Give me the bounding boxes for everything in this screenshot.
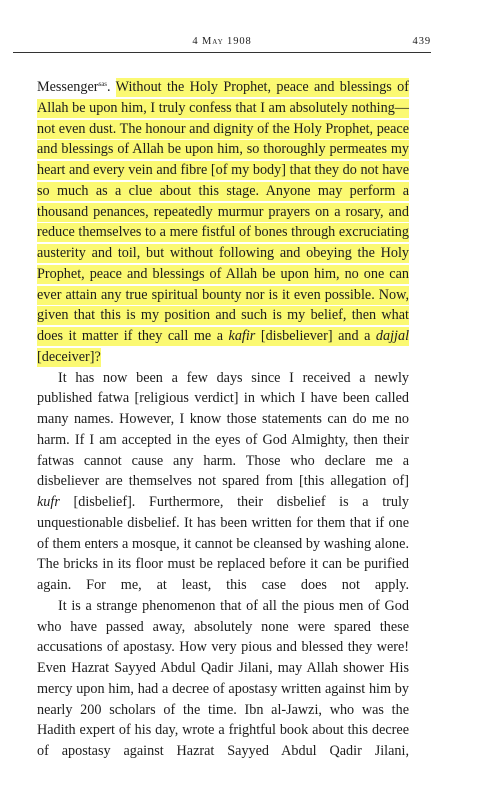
highlighted-text-mid: [disbeliever] and a [260, 328, 371, 344]
highlighted-text: Without the Holy Prophet, peace and blessings of Allah be upon him, I truly confess that I am absolutely nothing—not even dust. The honour and dignity of the Holy Prophet, peace and blessings of Allah be upon him, so thoroughly permeates my heart and every vein and fibre [of my body] that they do not have so much as a clue about this stage. Anyone may perform a thousand penances, repeatedly murmur prayers on a rosary, and reduce themselves to a mere fistful of bones through excruciating austerity and toil, but without following and obeying the Holy Prophet, peace and blessings of Allah be upon him, no one can ever attain any true spiritual bounty nor is it even possible. Now, given that this is my position and such is my belief, then what does it matter if they call me a [37, 79, 409, 344]
honorific-superscript: sas [98, 80, 108, 88]
page-header [13, 36, 431, 52]
running-head: 4 May 1908 [192, 36, 252, 47]
term-kufr: kufr [37, 494, 60, 510]
highlighted-text-end: [deceiver]? [37, 348, 101, 365]
highlighted-passage [37, 78, 409, 367]
paragraph-2-text-b: [disbelief]. Furthermore, their disbelief is a truly unquestionable disbelief. It has been written for them that if one of them enters a mosque, it cannot be cleansed by washing alone. The bricks in its floor must be replaced before it can be purified again. For me, at least, this case does not apply. [37, 494, 409, 593]
body-text [37, 77, 409, 762]
paragraph-2-text-a: It has now been a few days since I received a newly published fatwa [religious verdict] in which I have been called many names. However, I know those statements can do me no harm. If I am accepted in the eyes of God Almighty, then their fatwas cannot cause any harm. Those who declare me a disbeliever are themselves not spared from [this allegation of] [37, 369, 409, 490]
paragraph-2 [37, 368, 409, 596]
paragraph-1-lead-tail: . [107, 79, 111, 95]
term-dajjal: dajjal [375, 328, 410, 344]
paragraph-1 [37, 77, 409, 368]
page-number: 439 [412, 36, 431, 47]
paragraph-1-lead: Messenger [37, 79, 99, 95]
paragraph-3: It is a strange phenomenon that of all the pious men of God who have passed away, absolutely none were spared these accusations of apostasy. How very pious and blessed they were! Even Hazrat Sayyed Abdul Qadir Jilani, may Allah shower His mercy upon him, had a decree of apostasy written against him by nearly 200 scholars of the time. Ibn al-Jawzi, who was the Hadith expert of his day, wrote a frightful book about this decree of apostasy against Hazrat Sayyed Abdul Qadir Jilani, [37, 597, 409, 759]
term-kafir: kafir [228, 328, 256, 344]
header-rule [13, 52, 431, 53]
